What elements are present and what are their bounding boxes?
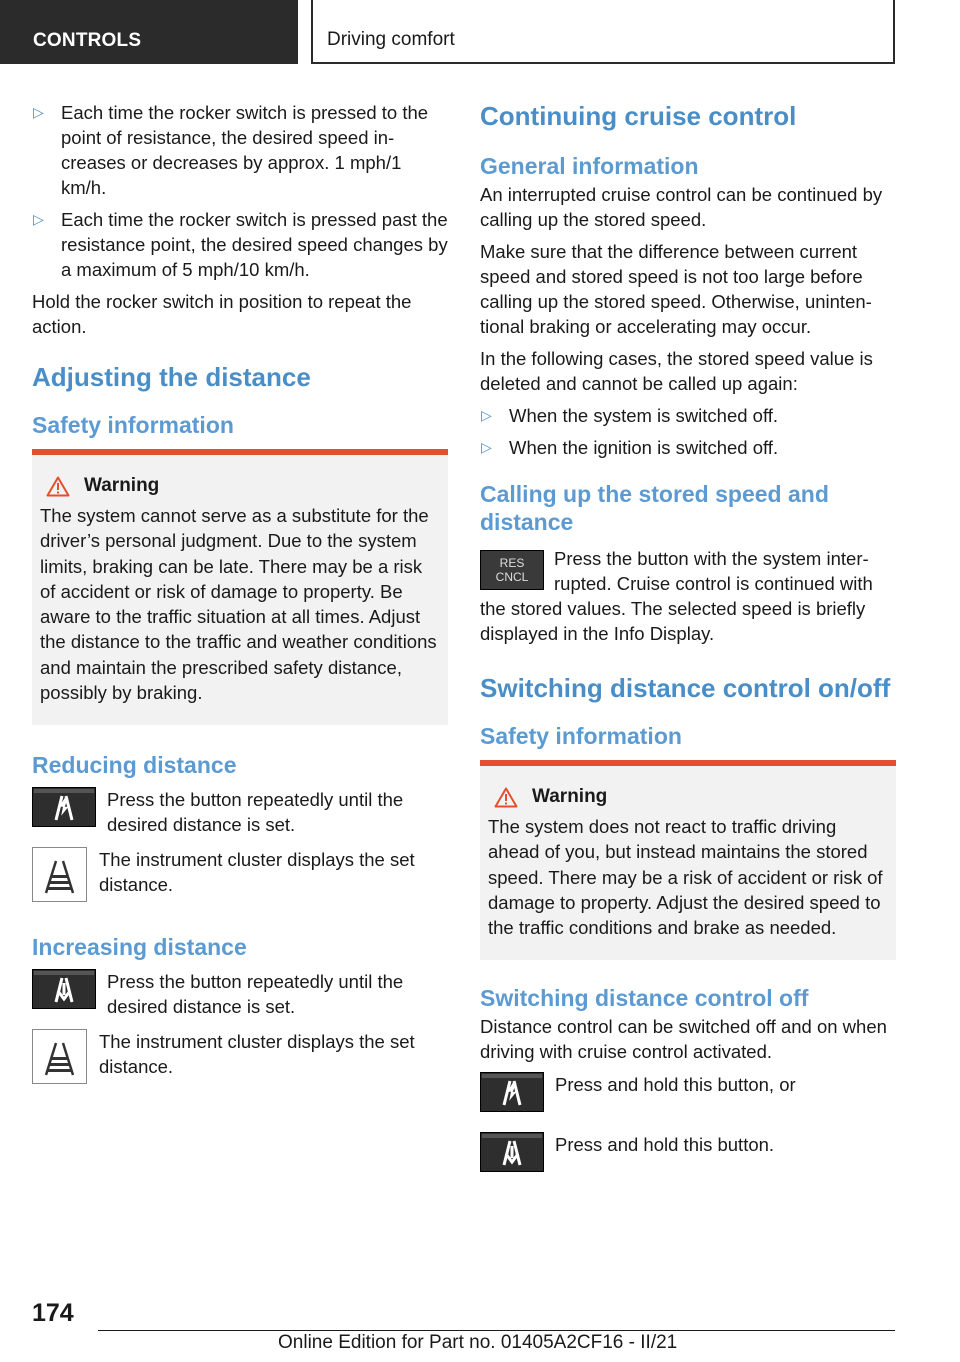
distance-increase-button-icon <box>32 969 96 1009</box>
calling-text: Press the button with the system interrupted. Cruise control is continued with the stored values. The selected speed is briefly displayed in the Info Display. <box>480 548 873 644</box>
triangle-bullet-icon: ▷ <box>481 439 492 455</box>
heading-continuing-cruise-control: Continuing cruise control <box>480 101 797 131</box>
heading-safety-information: Safety information <box>32 412 234 438</box>
distance-reduce-button-icon <box>32 787 96 827</box>
page-number: 174 <box>32 1299 74 1327</box>
reducing-cluster-row <box>32 847 448 907</box>
rocker-switch-list <box>32 100 448 282</box>
list-item: ▷ When the system is switched off. <box>481 405 779 426</box>
heading-adjusting-distance: Adjusting the distance <box>32 362 311 392</box>
triangle-bullet-icon: ▷ <box>33 104 44 120</box>
warning-title: Warning <box>532 786 608 807</box>
hold-button-row-1 <box>480 1072 896 1122</box>
increasing-button-row <box>32 969 448 1019</box>
switch-off-text: Distance control can be switched off and on when driving with cruise control activated. <box>480 1016 887 1063</box>
warning-title: Warning <box>84 475 160 496</box>
res-cncl-row <box>480 546 896 646</box>
heading-safety-information-right: Safety information <box>480 723 682 749</box>
general-paragraph-1: An interrupted cruise control can be continued by calling up the stored speed. <box>480 184 883 230</box>
increasing-press-text: Press the button repeatedly until the desired distance is set. <box>107 971 404 1018</box>
warning-box <box>32 449 448 725</box>
increasing-cluster-row <box>32 1029 448 1089</box>
hold-rocker-text: Hold the rocker switch in position to repeat the action. <box>32 291 412 337</box>
header-chapter-box <box>311 0 895 64</box>
triangle-bullet-icon: ▷ <box>33 211 44 227</box>
general-paragraph-2: Make sure that the difference between current speed and stored speed is not too large before calling up the stored speed. Otherwise, unintentional braking or accelerating may occur. <box>480 241 872 337</box>
right-column <box>480 100 896 1192</box>
warning-triangle-icon <box>494 787 518 808</box>
increasing-cluster-text: The instrument cluster displays the set distance. <box>99 1031 415 1078</box>
distance-reduce-button-icon <box>480 1072 544 1112</box>
header-section-tab <box>0 0 298 64</box>
distance-cluster-icon <box>32 1029 87 1084</box>
reducing-cluster-text: The instrument cluster displays the set distance. <box>99 849 415 896</box>
heading-switching-distance-control: Switching distance control on/off <box>480 673 891 703</box>
hold-button-text-2: Press and hold this button. <box>555 1134 775 1156</box>
deleted-cases-list <box>480 403 896 460</box>
heading-calling-stored-speed: Calling up the stored speed and distance <box>480 481 829 535</box>
reducing-press-text: Press the button repeatedly until the desired distance is set. <box>107 789 404 836</box>
warning-box-right <box>480 760 896 960</box>
heading-general-information: General information <box>480 153 699 179</box>
list-item: ▷ When the ignition is switched off. <box>481 437 779 458</box>
hold-button-row-2 <box>480 1132 896 1182</box>
footer-edition: Online Edition for Part no. 01405A2CF16 - II/21 <box>278 1332 678 1353</box>
warning-text: The system cannot serve as a substitute for the driver’s personal judgment. Due to the system limits, braking can be late. There may be a risk of accident or risk of damage to property. Be aware to the traffic situation at all times. Adjust the distance to the traffic and weather conditions and maintain the prescribed safety distance, possibly by braking. <box>40 505 437 704</box>
header-chapter-label: Driving comfort <box>327 29 455 50</box>
left-column <box>32 100 448 1103</box>
hold-button-text-1: Press and hold this button, or <box>555 1074 796 1096</box>
res-cncl-button-icon: RES CNCL <box>480 550 544 590</box>
header-section-label: CONTROLS <box>33 30 142 51</box>
list-item: ▷ Each time the rocker switch is pressed past the resistance point, the desired speed changes by a maximum of 5 mph/10 km/h. <box>33 209 448 280</box>
heading-increasing-distance: Increasing distance <box>32 934 247 961</box>
general-paragraph-3: In the following cases, the stored speed value is deleted and cannot be called up again: <box>480 348 873 394</box>
footer-divider <box>98 1330 895 1331</box>
triangle-bullet-icon: ▷ <box>481 407 492 423</box>
list-item: ▷ Each time the rocker switch is pressed to the point of resistance, the desired speed increases or decreases by approx. 1 mph/1 km/h. <box>33 102 429 198</box>
heading-switching-distance-off: Switching distance control off <box>480 985 809 1012</box>
warning-text: The system does not react to traffic driving ahead of you, but instead maintains the stored speed. There may be a risk of accident or risk of damage to property. Adjust the desired speed to the traffic conditions and brake as needed. <box>488 816 883 939</box>
warning-triangle-icon <box>46 476 70 497</box>
heading-reducing-distance: Reducing distance <box>32 752 237 779</box>
distance-increase-button-icon <box>480 1132 544 1172</box>
reducing-button-row <box>32 787 448 837</box>
distance-cluster-icon <box>32 847 87 902</box>
